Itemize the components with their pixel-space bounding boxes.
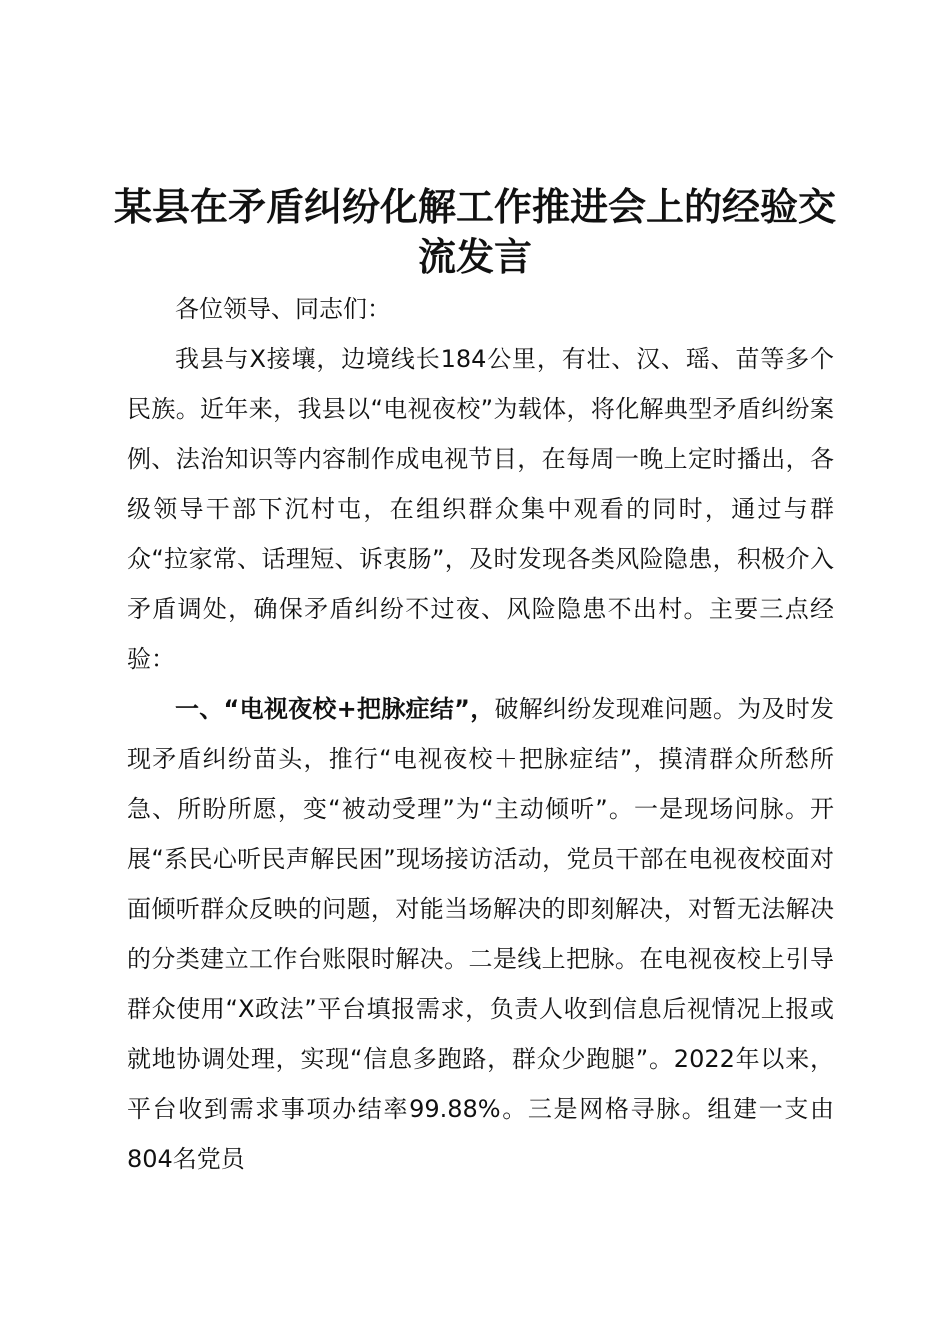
- section-one-heading: 一、“电视夜校+把脉症结”，: [175, 695, 495, 723]
- salutation-paragraph: 各位领导、同志们：: [175, 295, 391, 323]
- document-body: [127, 284, 834, 1184]
- section-one-paragraph: [127, 684, 834, 1184]
- intro-paragraph: 我县与X接壤，边境线长184公里，有壮、汉、瑶、苗等多个民族。近年来，我县以“电视夜校”为载体，将化解典型矛盾纠纷案例、法治知识等内容制作成电视节目，在每周一晚上定时播出，各级领导干部下沉村屯，在组织群众集中观看的同时，通过与群众“拉家常、话理短、诉衷肠”，及时发现各类风险隐患，积极介入矛盾调处，确保矛盾纠纷不过夜、风险隐患不出村。主要三点经验：: [127, 345, 834, 673]
- document-title: 某县在矛盾纠纷化解工作推进会上的经验交流发言: [113, 184, 836, 279]
- section-one-body: 破解纠纷发现难问题。为及时发现矛盾纠纷苗头，推行“电视夜校＋把脉症结”，摸清群众所愁所急、所盼所愿，变“被动受理”为“主动倾听”。一是现场问脉。开展“系民心听民声解民困”现场接访活动，党员干部在电视夜校面对面倾听群众反映的问题，对能当场解决的即刻解决，对暂无法解决的分类建立工作台账限时解决。二是线上把脉。在电视夜校上引导群众使用“X政法”平台填报需求，负责人收到信息后视情况上报或就地协调处理，实现“信息多跑路，群众少跑腿”。2022年以来，平台收到需求事项办结率99.88%。三是网格寻脉。组建一支由804名党员: [127, 695, 835, 1173]
